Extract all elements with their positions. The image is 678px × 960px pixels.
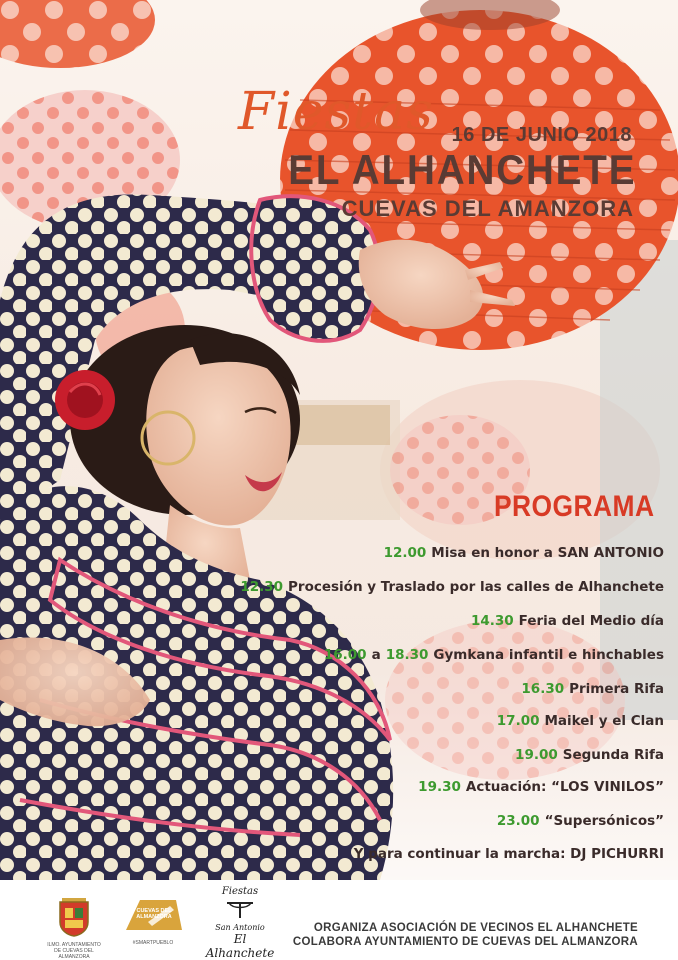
footer — [0, 880, 678, 960]
ayuntamiento-logo — [44, 894, 104, 960]
program-closing: Y para continuar la marcha: DJ PICHURRI — [353, 846, 664, 862]
place-title: EL ALHANCHETE — [287, 146, 636, 193]
event-text: Primera Rifa — [569, 681, 664, 697]
event-time: 12.00 — [383, 545, 427, 561]
program-item — [497, 713, 664, 729]
event-time: 16.00 — [323, 647, 367, 663]
event-connector: a — [371, 647, 381, 663]
event-time: 12.30 — [240, 579, 284, 595]
fiestas-script-title: Fiestas — [238, 82, 434, 142]
coat-of-arms-icon — [44, 894, 104, 938]
town-subtitle: CUEVAS DEL AMANZORA — [341, 196, 634, 221]
event-text: Segunda Rifa — [562, 747, 664, 763]
program-item — [324, 647, 664, 663]
event-text: Maikel y el Clan — [544, 713, 664, 729]
logo3-bottom: El Alhanchete — [205, 932, 275, 960]
event-time: 19.30 — [418, 779, 461, 795]
program-item — [521, 681, 664, 697]
event-text: Actuación: “LOS VINILOS” — [465, 779, 664, 795]
organiza-line: ORGANIZA ASOCIACIÓN DE VECINOS EL ALHANCHETE — [313, 922, 638, 934]
event-text: Misa en honor a SAN ANTONIO — [431, 545, 664, 561]
fiestas-san-antonio-logo — [204, 886, 276, 960]
logo3-top: Fiestas — [221, 886, 259, 897]
event-time: 19.00 — [515, 747, 558, 763]
event-time-end: 18.30 — [385, 647, 429, 663]
program-item — [471, 613, 664, 629]
cuevas-logo — [118, 892, 188, 954]
program-title: PROGRAMA — [494, 490, 655, 523]
event-time: 16.30 — [521, 681, 565, 697]
program-item — [240, 579, 664, 595]
cuevas-logo-tag: #SMARTPUEBLO — [132, 940, 174, 946]
logo3-mid: San Antonio — [215, 923, 265, 932]
program-item — [384, 545, 664, 561]
event-text: Procesión y Traslado por las calles de Alhanchete — [288, 579, 664, 595]
event-time: 23.00 — [496, 813, 540, 829]
event-text: “Supersónicos” — [544, 813, 664, 829]
program-item — [497, 813, 664, 829]
cuevas-logo-title: CUEVAS DEL ALMANZORA — [136, 908, 172, 920]
colabora-line: COLABORA AYUNTAMIENTO DE CUEVAS DEL ALMANZORA — [292, 936, 638, 948]
ayuntamiento-caption: ILMO. AYUNTAMIENTO DE CUEVAS DEL ALMANZORA — [47, 942, 101, 960]
event-text: Feria del Medio día — [518, 613, 664, 629]
event-time: 17.00 — [496, 713, 540, 729]
program-item — [515, 747, 664, 763]
event-time: 14.30 — [470, 613, 514, 629]
program-item — [418, 779, 664, 795]
fiestas-san-antonio-logo-icon — [225, 897, 255, 919]
event-text: Gymkana infantil e hinchables — [433, 647, 664, 663]
event-date: 16 DE JUNIO 2018 — [451, 124, 632, 146]
